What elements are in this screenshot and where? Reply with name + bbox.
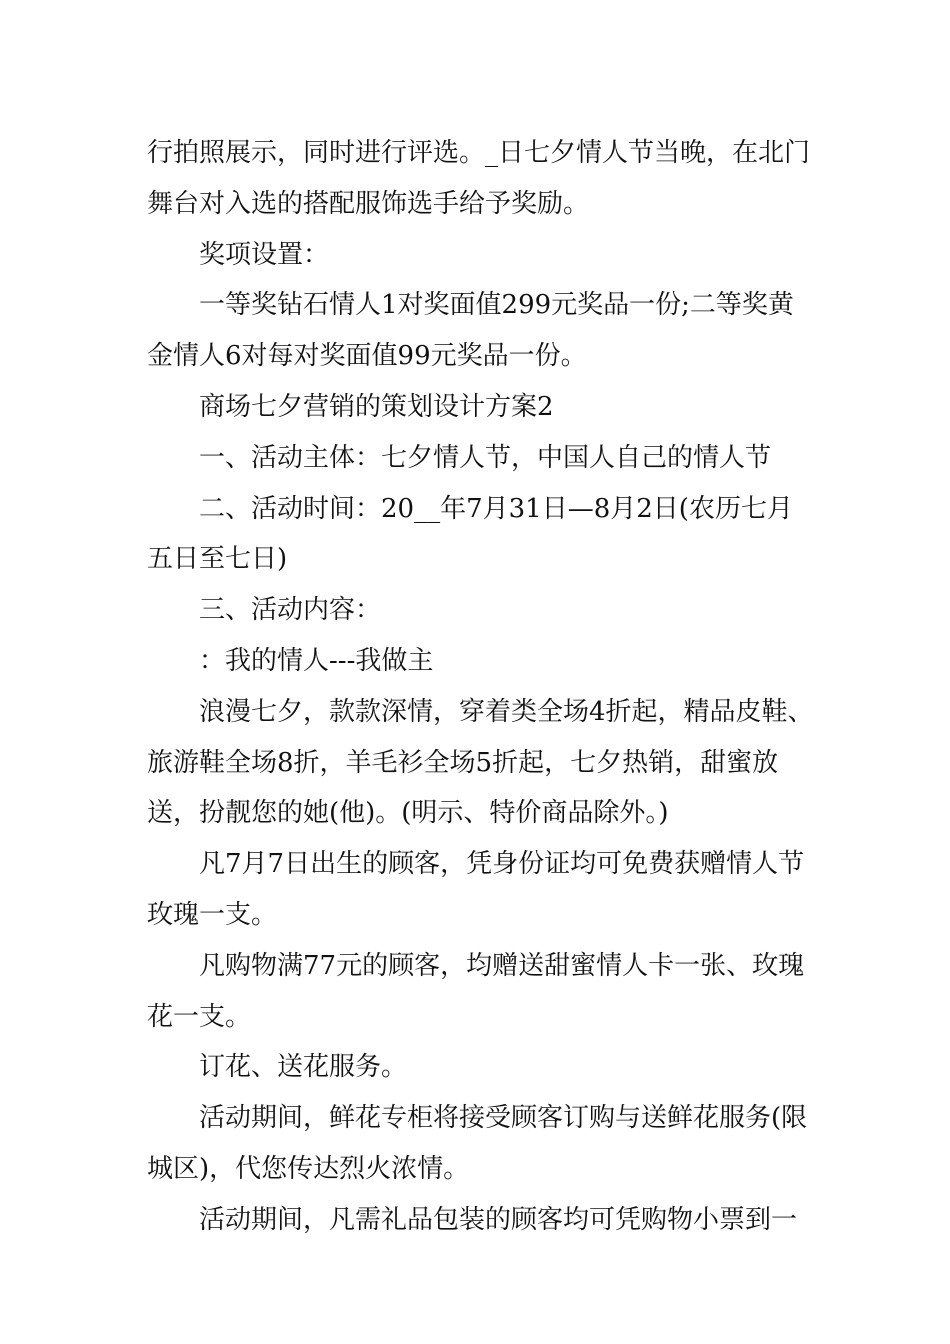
paragraph-award-details: 一等奖钻石情人1对奖面值299元奖品一份;二等奖黄金情人6对每对奖面值99元奖品一份。 xyxy=(147,290,794,372)
paragraph-continuation: 行拍照展示，同时进行评选。_日七夕情人节当晚，在北门舞台对入选的搭配服饰选手给予奖励。 xyxy=(147,138,811,219)
paragraph-award-heading: 奖项设置： xyxy=(199,239,330,270)
paragraph-slogan: ：我的情人---我做主 xyxy=(199,645,434,676)
paragraph-purchase-gift: 凡购物满77元的顾客，均赠送甜蜜情人卡一张、玫瑰花一支。 xyxy=(147,950,805,1032)
paragraph-discounts: 浪漫七夕，款款深情，穿着类全场4折起，精品皮鞋、旅游鞋全场8折，羊毛衫全场5折起，七夕热销，甜蜜放送，扮靓您的她(他)。(明示、特价商品除外。) xyxy=(147,696,814,829)
paragraph-flower-service: 活动期间，鲜花专柜将接受顾客订购与送鲜花服务(限城区)，代您传达烈火浓情。 xyxy=(147,1103,808,1184)
paragraph-plan-title: 商场七夕营销的策划设计方案2 xyxy=(199,391,554,422)
paragraph-gift-wrapping: 活动期间，凡需礼品包装的顾客均可凭购物小票到一 xyxy=(199,1204,798,1235)
paragraph-birthday-gift: 凡7月7日出生的顾客，凭身份证均可免费获赠情人节玫瑰一支。 xyxy=(147,849,805,930)
paragraph-flower-service-heading: 订花、送花服务。 xyxy=(199,1052,408,1083)
paragraph-activity-subject: 一、活动主体：七夕情人节，中国人自己的情人节 xyxy=(199,442,772,473)
paragraph-activity-content-heading: 三、活动内容： xyxy=(199,595,382,626)
document-body xyxy=(147,128,817,1246)
paragraph-activity-time: 二、活动时间：20__年7月31日—8月2日(农历七月五日至七日) xyxy=(147,493,793,575)
